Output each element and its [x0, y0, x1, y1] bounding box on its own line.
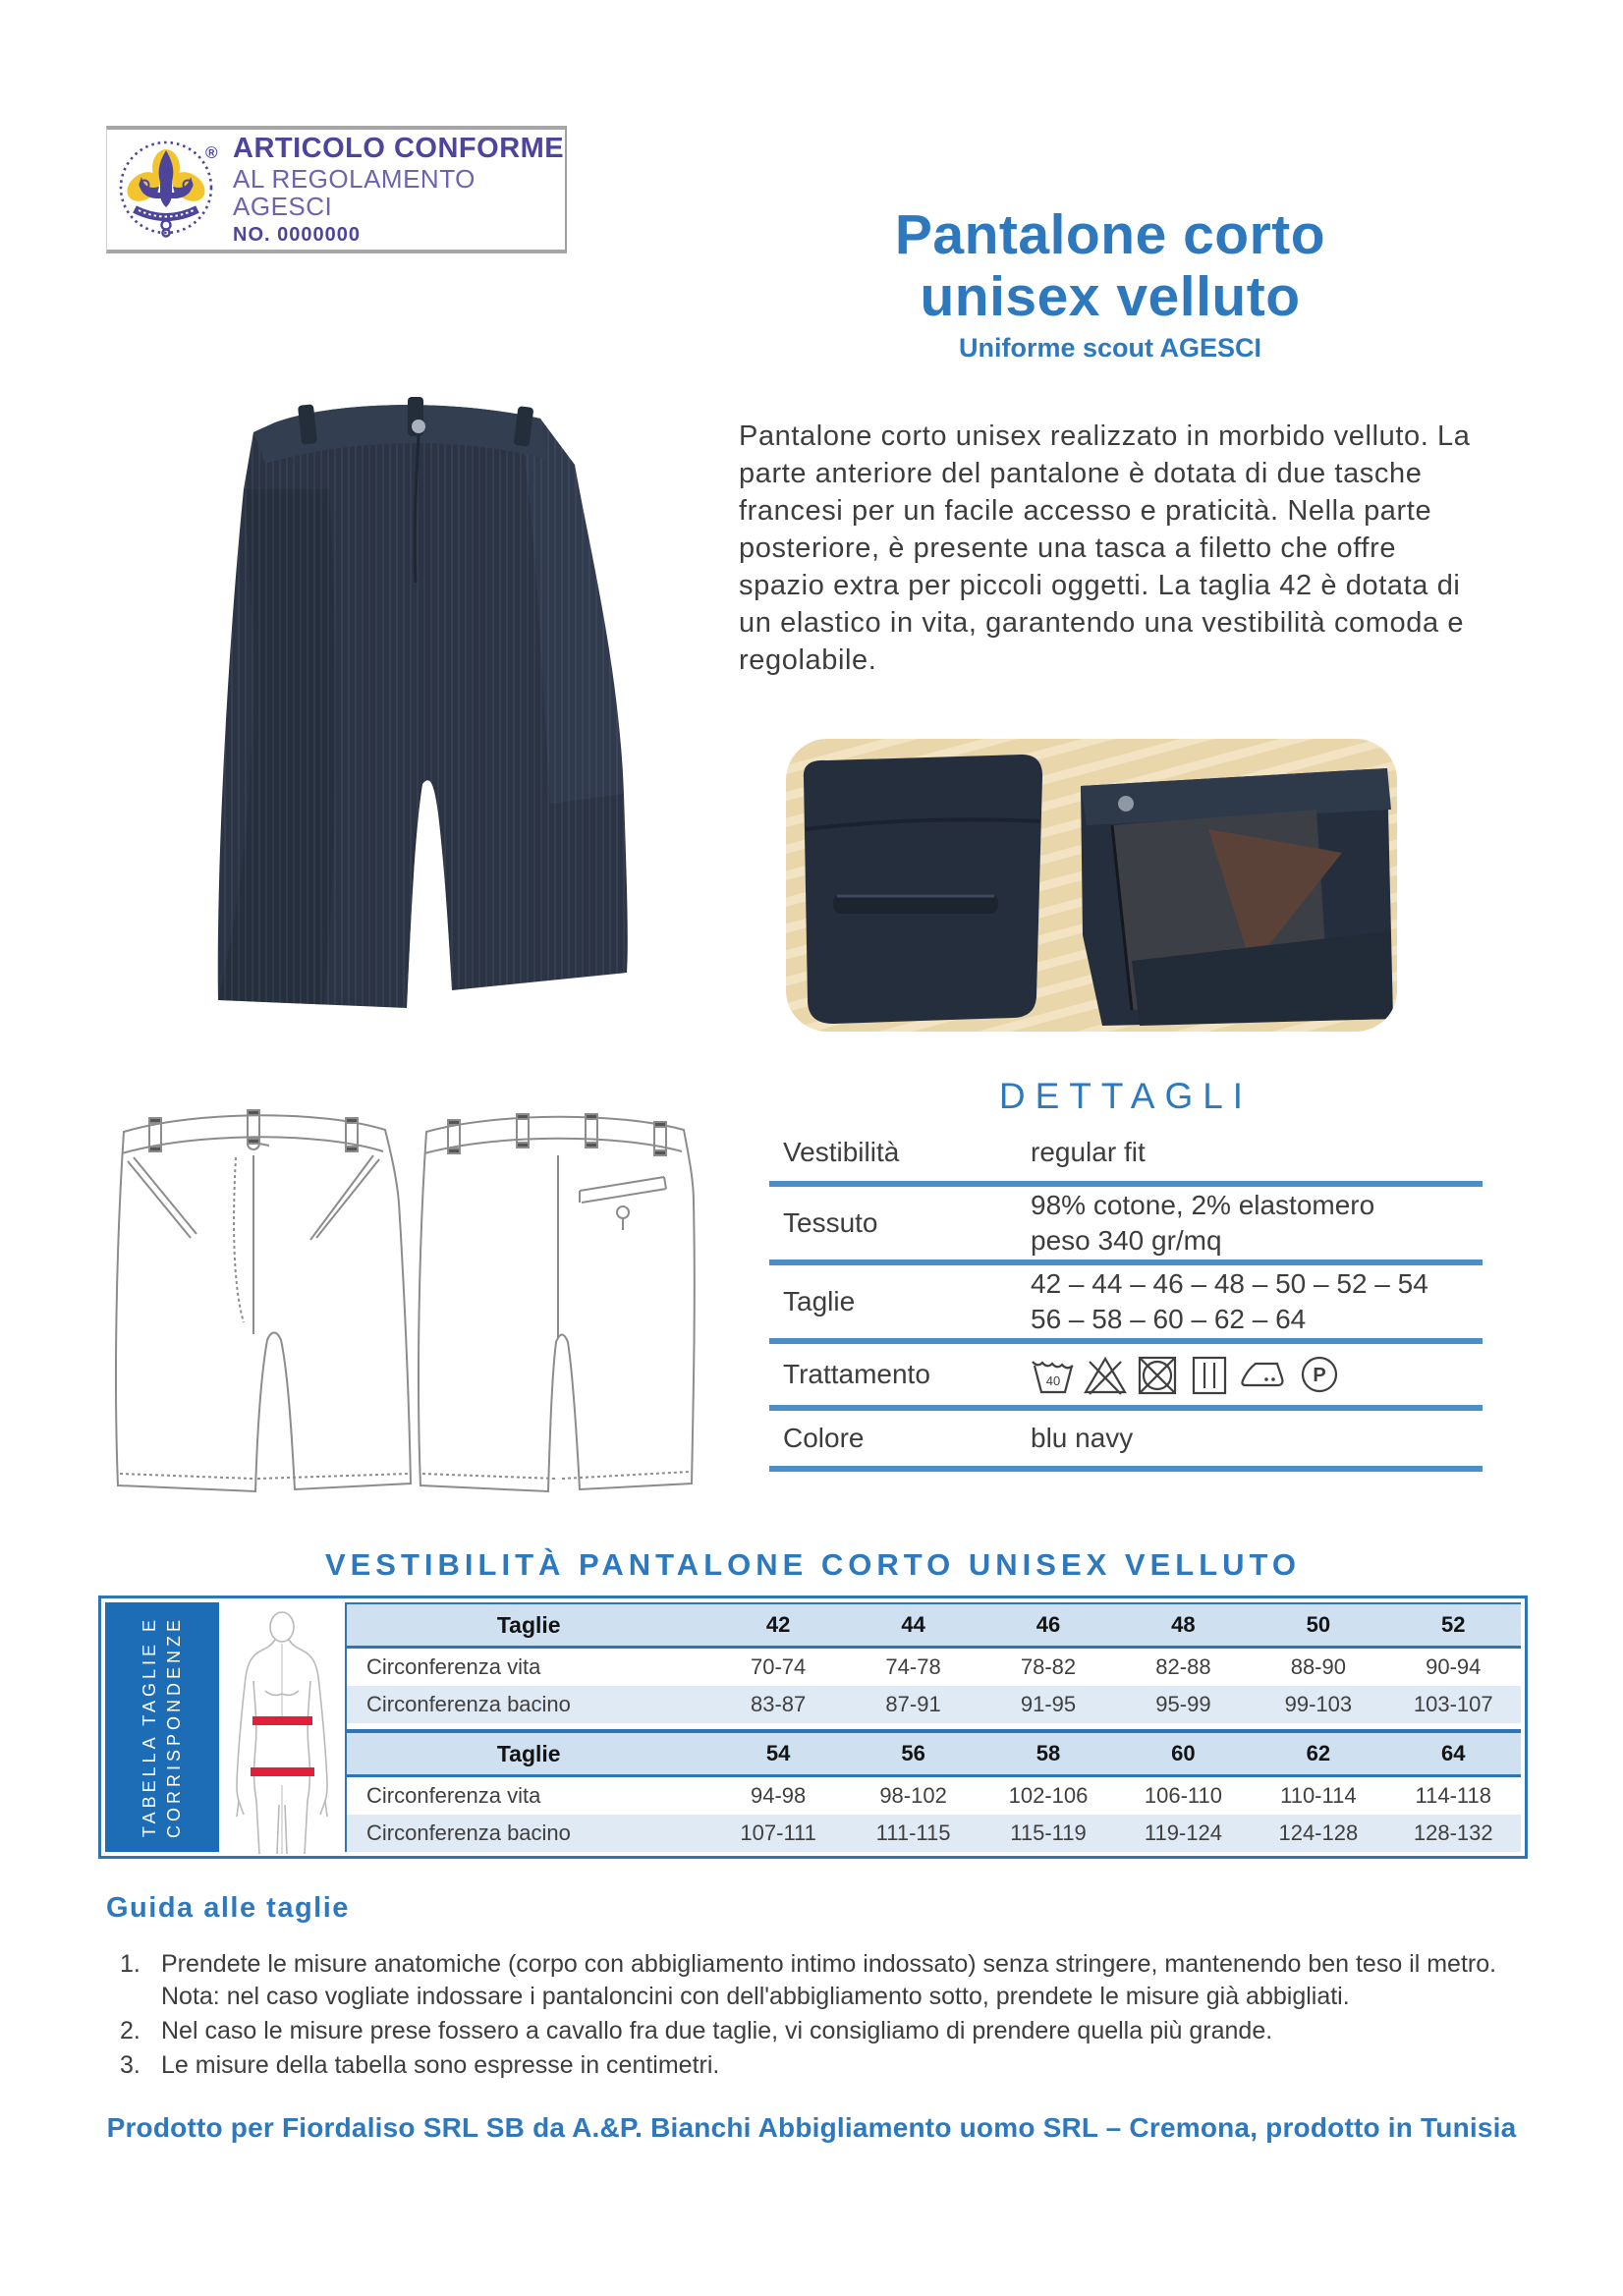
drip-dry-icon — [1187, 1353, 1232, 1396]
table-row: Circonferenza vita 70-74 74-78 78-82 82-88 88-90 90-94 — [366, 1654, 1482, 1679]
detail-label: Trattamento — [783, 1359, 930, 1389]
certification-badge — [106, 126, 567, 253]
product-description: Pantalone corto unisex realizzato in morbido velluto. La parte anteriore del pantalone è dotata di due tasche francesi per un facile accesso e praticità. Nella parte posteriore, è presente una tasca a filetto che offre spazio extra per piccoli oggetti. La taglia 42 è dotata di un elastico in vita, garantendo una vestibilità comoda e regolabile. — [739, 420, 1471, 676]
detail-row-tessuto — [769, 1187, 1483, 1260]
badge-line1: ARTICOLO CONFORME — [233, 132, 565, 164]
detail-value: blu navy — [1031, 1423, 1134, 1453]
size-table-sidebar — [105, 1602, 219, 1852]
detail-photo — [786, 739, 1397, 1032]
header — [745, 204, 1476, 364]
detail-label: Colore — [783, 1423, 865, 1453]
dry-clean-p-icon — [1297, 1353, 1342, 1396]
detail-label: Vestibilità — [783, 1137, 900, 1167]
size-table — [345, 1602, 1521, 1852]
size-table-header-row: Taglie 42 44 46 48 50 52 — [347, 1602, 1521, 1649]
table-row: Circonferenza bacino 83-87 87-91 91-95 95-99 99-103 103-107 — [347, 1686, 1521, 1723]
do-not-bleach-icon — [1083, 1353, 1128, 1396]
list-item: 2. Nel caso le misure prese fossero a cavallo fra due taglie, vi consigliamo di prendere quella più grande. — [120, 2017, 1273, 2044]
table-block-gap — [347, 1723, 1521, 1731]
list-item: 3. Le misure della tabella sono espresse in centimetri. — [120, 2051, 720, 2079]
size-table-assembly — [98, 1596, 1528, 1859]
detail-label: Tessuto — [783, 1207, 878, 1238]
details-section — [769, 1075, 1483, 1472]
page-title-line2: unisex velluto — [920, 264, 1301, 328]
product-photo-shorts — [128, 371, 737, 1054]
size-table-title: VESTIBILITÀ PANTALONE CORTO UNISEX VELLUTO — [324, 1547, 1302, 1582]
size-guide-heading: Guida alle taglie — [106, 1892, 350, 1924]
detail-row-trattamento — [769, 1344, 1483, 1405]
detail-value: 42 – 44 – 46 – 48 – 50 – 52 – 54 56 – 58 – 60 – 62 – 64 — [1031, 1268, 1428, 1334]
details-heading: DETTAGLI — [998, 1076, 1254, 1116]
manufacturer-footer: Prodotto per Fiordaliso SRL SB da A.&P. Bianchi Abbigliamento uomo SRL – Cremona, prodotto in Tunisia — [106, 2112, 1517, 2143]
detail-label: Taglie — [783, 1286, 856, 1316]
do-not-tumble-dry-icon — [1135, 1353, 1180, 1396]
sidebar-label-line1: TABELLA TAGLIE E — [140, 1616, 159, 1838]
table-row: Circonferenza bacino 107-111 111-115 115-119 119-124 124-128 128-132 — [347, 1815, 1521, 1852]
care-symbols — [1031, 1353, 1342, 1396]
size-table-section — [98, 1546, 1528, 1859]
table-row: Circonferenza vita 94-98 98-102 102-106 106-110 110-114 114-118 — [366, 1783, 1492, 1808]
detail-row-vestibilita — [769, 1124, 1483, 1181]
sidebar-label-line2: CORRISPONDENZE — [164, 1615, 184, 1838]
size-guide-section — [106, 1892, 1529, 2084]
detail-row-colore — [769, 1411, 1483, 1466]
registered-trademark-icon: ® — [205, 143, 218, 162]
body-measurement-figure — [224, 1602, 340, 1852]
page-title-line1: Pantalone corto — [894, 203, 1326, 266]
size-guide-list — [106, 1948, 1529, 2082]
agesci-logo-icon — [115, 139, 217, 241]
badge-line2: AL REGOLAMENTO AGESCI — [233, 164, 476, 221]
detail-row-taglie — [769, 1265, 1483, 1338]
size-table-header-row: Taglie 54 56 58 60 62 64 — [347, 1731, 1521, 1777]
page-subtitle: Uniforme scout AGESCI — [958, 333, 1262, 364]
divider — [769, 1466, 1483, 1472]
detail-value: regular fit — [1031, 1137, 1146, 1167]
svg-text:P: P — [1313, 1365, 1326, 1386]
iron-two-dots-icon — [1239, 1353, 1290, 1396]
wash-40-icon — [1031, 1353, 1076, 1396]
hip-measure-band — [251, 1767, 314, 1776]
detail-value: 98% cotone, 2% elastomero peso 340 gr/mq — [1031, 1190, 1375, 1256]
technical-drawing-front-back — [88, 1092, 701, 1535]
list-item: 1. Prendete le misure anatomiche (corpo con abbigliamento intimo indossato) senza stringere, mantenendo ben teso il metro. Nota: nel caso vogliate indossare i pantaloncini con dell'abbigliamento sotto, prendete le misure già abbigliati. — [120, 1950, 1497, 2010]
svg-text:40: 40 — [1045, 1373, 1061, 1388]
badge-number: NO. 0000000 — [233, 224, 361, 247]
waist-measure-band — [252, 1716, 312, 1725]
